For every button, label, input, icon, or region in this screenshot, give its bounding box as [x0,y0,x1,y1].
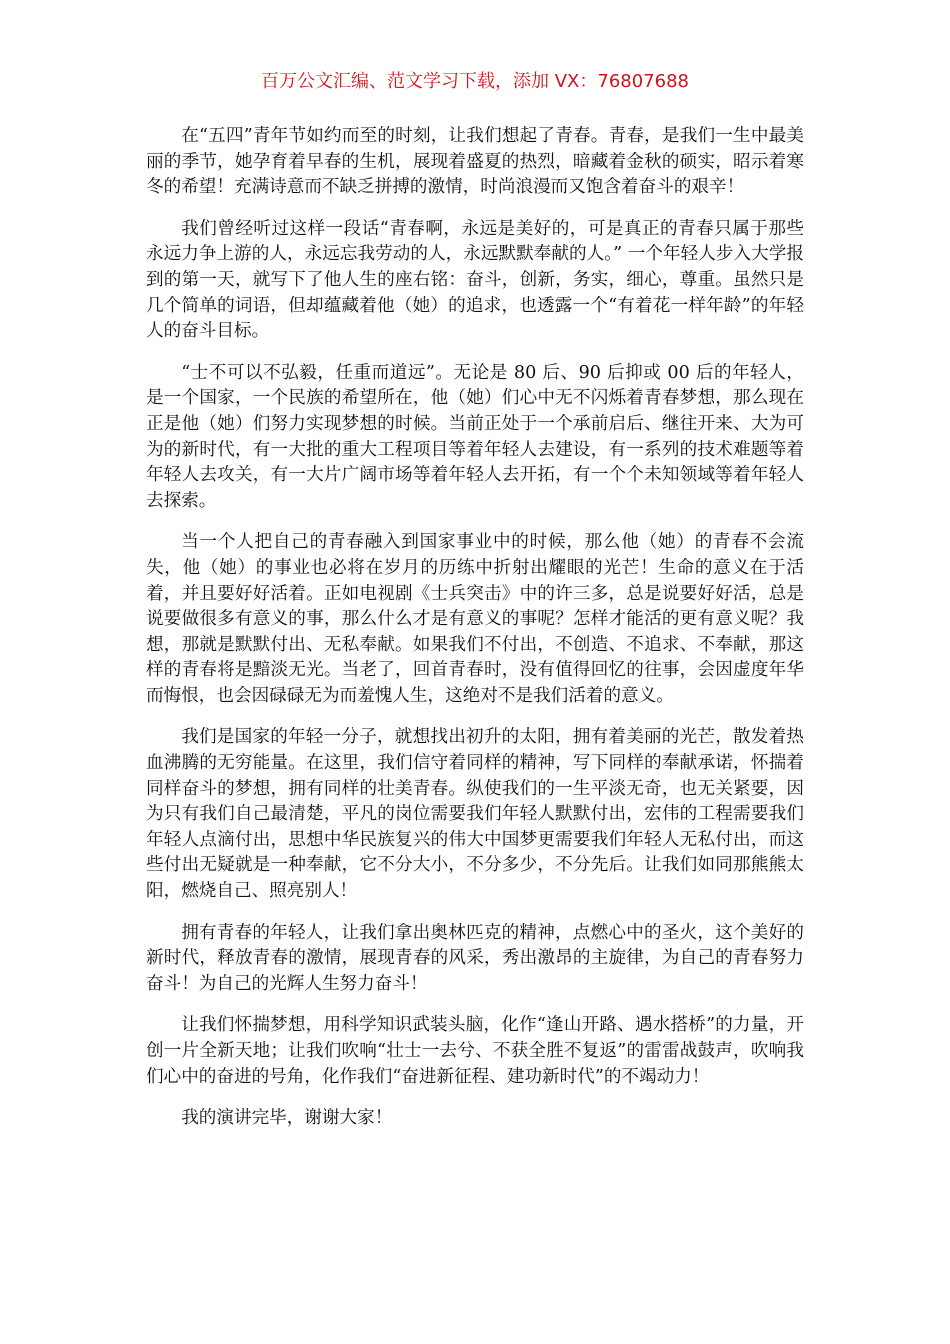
paragraph-1: 在“五四”青年节如约而至的时刻，让我们想起了青春。青春，是我们一生中最美丽的季节，她孕育着早春的生机，展现着盛夏的热烈，暗藏着金秋的硕实，昭示着寒冬的希望！充满诗意而不缺乏拼搏的激情，时尚浪漫而又饱含着奋斗的艰辛！ [146,126,804,198]
speech-body [146,124,804,1148]
paragraph-8-closing: 我的演讲完毕，谢谢大家！ [181,1108,393,1129]
paragraph-3: “士不可以不弘毅，任重而道远”。无论是 80 后、90 后抑或 00 后的年轻人，是一个国家，一个民族的希望所在，他（她）们心中无不闪烁着青春梦想，那么现在正是他（她）们努力实现梦想的时候。当前正处于一个承前启后、继往开来、大为可为的新时代，有一大批的重大工程项目等着年轻人去建设，有一系列的技术难题等着年轻人去攻关，有一大片广阔市场等着年轻人去开拓，有一个个未知领域等着年轻人去探索。 [146,362,804,511]
paragraph-6: 拥有青春的年轻人，让我们拿出奥林匹克的精神，点燃心中的圣火，这个美好的新时代，释放青春的激情，展现青春的风采，秀出激昂的主旋律，为自己的青春努力奋斗！为自己的光辉人生努力奋斗！ [146,922,804,994]
paragraph-4: 当一个人把自己的青春融入到国家事业中的时候，那么他（她）的青春不会流失，他（她）的事业也必将在岁月的历练中折射出耀眼的光芒！生命的意义在于活着，并且要好好活着。正如电视剧《士兵突击》中的许三多，总是说要好好活，总是说要做很多有意义的事，那么什么才是有意义的事呢？怎样才能活的更有意义呢？我想，那就是默默付出、无私奉献。如果我们不付出，不创造、不追求、不奉献，那这样的青春将是黯淡无光。当老了，回首青春时，没有值得回忆的往事，会因虚度年华而悔恨，也会因碌碌无为而羞愧人生，这绝对不是我们活着的意义。 [146,532,804,706]
paragraph-7: 让我们怀揣梦想，用科学知识武装头脑，化作“逢山开路、遇水搭桥”的力量，开创一片全新天地；让我们吹响“壮士一去兮、不获全胜不复返”的雷雷战鼓声，吹响我们心中的奋进的号角，化作我们“奋进新征程、建功新时代”的不竭动力！ [146,1015,804,1087]
watermark-header: 百万公文汇编、范文学习下载，添加 VX：76807688 [261,71,689,92]
paragraph-2: 我们曾经听过这样一段话“青春啊，永远是美好的，可是真正的青春只属于那些永远力争上游的人，永远忘我劳动的人，永远默默奉献的人。” 一个年轻人步入大学报到的第一天，就写下了他人生的座右铭：奋斗，创新，务实，细心，尊重。虽然只是几个简单的词语，但却蕴藏着他（她）的追求，也透露一个“有着花一样年龄”的年轻人的奋斗目标。 [146,218,804,342]
paragraph-5: 我们是国家的年轻一分子，就想找出初升的太阳，拥有着美丽的光芒，散发着热血沸腾的无穷能量。在这里，我们信守着同样的精神，写下同样的奉献承诺，怀揣着同样奋斗的梦想，拥有同样的壮美青春。纵使我们的一生平淡无奇，也无关紧要，因为只有我们自己最清楚，平凡的岗位需要我们年轻人默默付出，宏伟的工程需要我们年轻人点滴付出，思想中华民族复兴的伟大中国梦更需要我们年轻人无私付出，而这些付出无疑就是一种奉献，它不分大小，不分多少，不分先后。让我们如同那熊熊太阳，燃烧自己、照亮别人！ [146,727,804,902]
